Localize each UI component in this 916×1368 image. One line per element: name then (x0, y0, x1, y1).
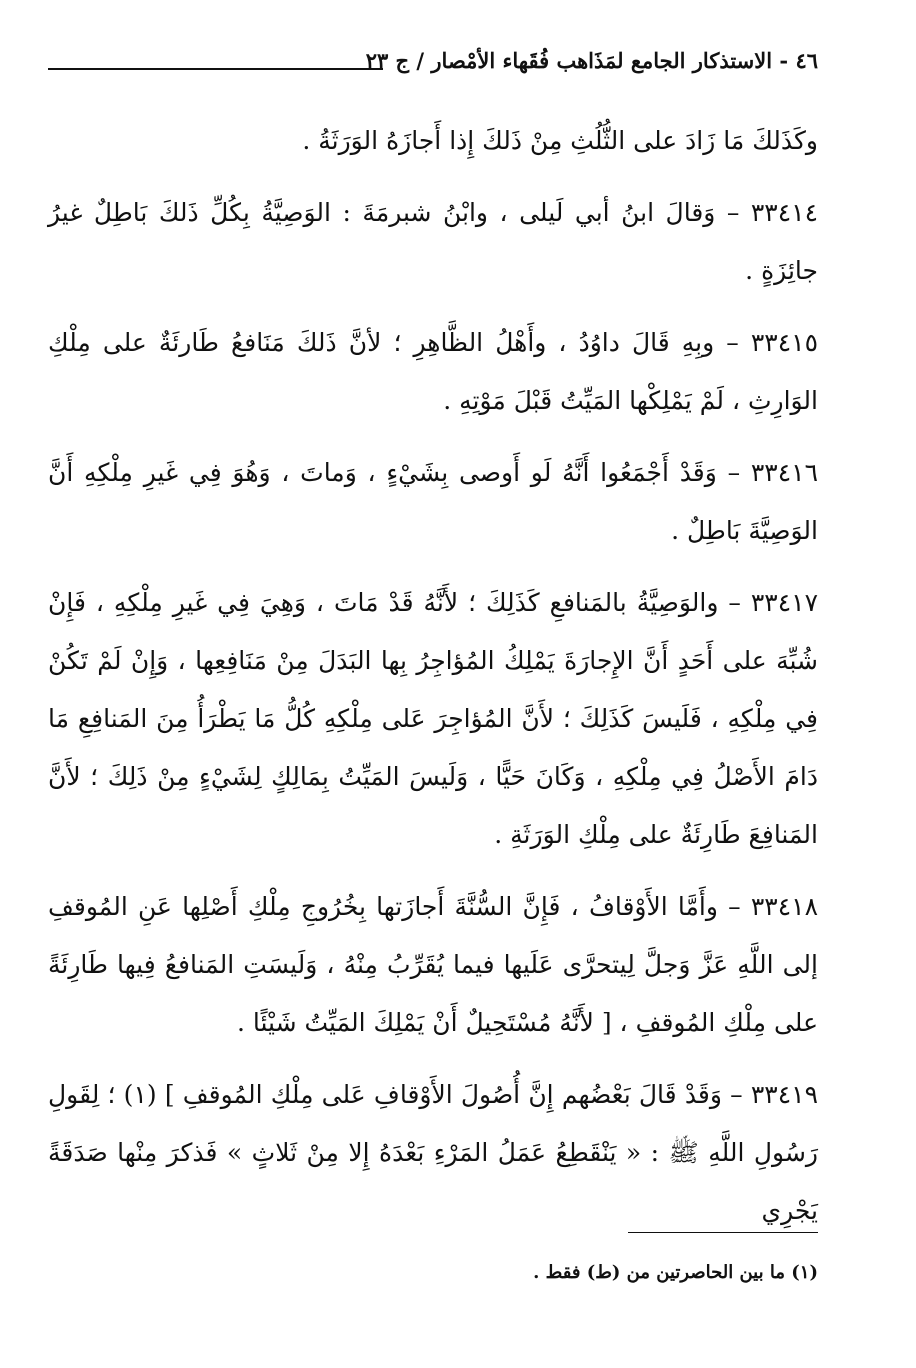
paragraph-33416: ٣٣٤١٦ – وَقَدْ أَجْمَعُوا أَنَّهُ لَو أَوصى بِشَيْءٍ ، وَماتَ ، وَهُوَ فِي غَيرِ مِلْكِهِ أَنَّ الوَصِيَّةَ بَاطِلٌ . (48, 458, 818, 545)
paragraph-33418: ٣٣٤١٨ – وأَمَّا الأَوْقافُ ، فَإِنَّ السُّنَّةَ أَجازَتها بِخُرُوجِ مِلْكِ أَصْلِها عَنِ المُوقفِ إلى اللَّهِ عَزَّ وَجلَّ لِيتحرَّى عَلَيها فيما يُقَرِّبُ مِنْهُ ، وَلَيسَتِ المَنافعُ فِيها طَارِئَةً على مِلْكِ المُوقفِ ، [ لأَنَّهُ مُسْتَحِيلٌ أَنْ يَمْلِكَ المَيِّتُ شَيْئًا . (48, 892, 818, 1037)
paragraph-number: ٣٣٤١٩ (750, 1080, 819, 1109)
paragraph-text: وَقَدْ قَالَ بَعْضُهم إِنَّ أُصُولَ الأَوْقافِ عَلى مِلْكِ المُوقفِ ] (١) ؛ لِقَولِ رَسُولِ اللَّهِ ﷺ : « يَنْقَطِعُ عَمَلُ المَرْءِ بَعْدَهُ إِلا مِنْ ثَلاثٍ » فَذكرَ مِنْها صَدَقَةً يَجْرِي (48, 1080, 818, 1225)
paragraph-33417: ٣٣٤١٧ – والوَصِيَّةُ بالمَنافعِ كَذَلِكَ ؛ لأَنَّهُ قَدْ مَاتَ ، وَهِيَ فِي غَيرِ مِلْكِهِ ، فَإِنْ شُبِّهَ على أَحَدٍ أَنَّ الإِجارَةَ يَمْلِكُ المُؤاجِرُ بِها البَدَلَ مِنْ مَنَافِعِها ، وَإِنْ لَمْ تَكُنْ فِي مِلْكِهِ ، فَلَيسَ كَذَلِكَ ؛ لأَنَّ المُؤاجِرَ عَلى مِلْكِهِ كُلُّ مَا يَطْرَأُ مِنَ المَنافِعِ مَا دَامَ الأَصْلُ فِي مِلْكِهِ ، وَكَانَ حَيًّا ، وَلَيسَ المَيِّتُ بِمَالِكٍ لِشَيْءٍ مِنْ ذَلِكَ ؛ لأَنَّ المَنافِعَ طَارِئَةٌ على مِلْكِ الوَرَثَةِ . (48, 588, 818, 849)
paragraph-text: وَقَدْ أَجْمَعُوا أَنَّهُ لَو أَوصى بِشَيْءٍ ، وَماتَ ، وَهُوَ فِي غَيرِ مِلْكِهِ أَنَّ الوَصِيَّةَ بَاطِلٌ . (48, 458, 818, 545)
paragraph-number: ٣٣٤١٥ (750, 328, 818, 357)
paragraph-text: وَقالَ ابنُ أبي لَيلى ، وابْنُ شبرمَةَ : الوَصِيَّةُ بِكُلِّ ذَلكَ بَاطِلٌ غيرُ جائِزَةٍ . (48, 198, 818, 285)
paragraph-number: ٣٣٤١٧ (750, 588, 818, 617)
paragraph-33414: ٣٣٤١٤ – وَقالَ ابنُ أبي لَيلى ، وابْنُ شبرمَةَ : الوَصِيَّةُ بِكُلِّ ذَلكَ بَاطِلٌ غيرُ جائِزَةٍ . (48, 198, 818, 285)
footnote-rule (628, 1232, 818, 1233)
paragraph-continuation (48, 112, 818, 170)
paragraph-33419: ٣٣٤١٩ – وَقَدْ قَالَ بَعْضُهم إِنَّ أُصُولَ الأَوْقافِ عَلى مِلْكِ المُوقفِ ] (١) ؛ لِقَولِ رَسُولِ اللَّهِ ﷺ : « يَنْقَطِعُ عَمَلُ المَرْءِ بَعْدَهُ إِلا مِنْ ثَلاثٍ » فَذكرَ مِنْها صَدَقَةً يَجْرِي (48, 1080, 819, 1225)
paragraph-number: ٣٣٤١٤ (750, 198, 818, 227)
running-title: ٤٦ - الاستذكار الجامع لمَذَاهب فُقَهاء الأمْصار / ج ٢٣ (365, 48, 818, 73)
paragraph-33415: ٣٣٤١٥ – وبِهِ قَالَ داوُدُ ، وأَهْلُ الظَّاهِرِ ؛ لأنَّ ذَلكَ مَنَافعُ طَارئَةٌ على مِلْكِ الوَارِثِ ، لَمْ يَمْلِكْها المَيِّتُ قَبْلَ مَوْتِهِ . (48, 328, 818, 415)
paragraph-text: وبِهِ قَالَ داوُدُ ، وأَهْلُ الظَّاهِرِ ؛ لأنَّ ذَلكَ مَنَافعُ طَارئَةٌ على مِلْكِ الوَارِثِ ، لَمْ يَمْلِكْها المَيِّتُ قَبْلَ مَوْتِهِ . (48, 328, 818, 415)
paragraph-text: وكَذَلكَ مَا زَادَ على الثُّلُثِ مِنْ ذَلكَ إِذا أَجازَهُ الوَرَثَةُ . (302, 126, 818, 155)
page-header (48, 48, 818, 88)
paragraph-text: وأَمَّا الأَوْقافُ ، فَإِنَّ السُّنَّةَ أَجازَتها بِخُرُوجِ مِلْكِ أَصْلِها عَنِ المُوقفِ إلى اللَّهِ عَزَّ وَجلَّ لِيتحرَّى عَلَيها فيما يُقَرِّبُ مِنْهُ ، وَلَيسَتِ المَنافعُ فِيها طَارِئَةً على مِلْكِ المُوقفِ ، [ لأَنَّهُ مُسْتَحِيلٌ أَنْ يَمْلِكَ المَيِّتُ شَيْئًا . (48, 892, 818, 1037)
paragraph-text: والوَصِيَّةُ بالمَنافعِ كَذَلِكَ ؛ لأَنَّهُ قَدْ مَاتَ ، وَهِيَ فِي غَيرِ مِلْكِهِ ، فَإِنْ شُبِّهَ على أَحَدٍ أَنَّ الإِجارَةَ يَمْلِكُ المُؤاجِرُ بِها البَدَلَ مِنْ مَنَافِعِها ، وَإِنْ لَمْ تَكُنْ فِي مِلْكِهِ ، فَلَيسَ كَذَلِكَ ؛ لأَنَّ المُؤاجِرَ عَلى مِلْكِهِ كُلُّ مَا يَطْرَأُ مِنَ المَنافِعِ مَا دَامَ الأَصْلُ فِي مِلْكِهِ ، وَكَانَ حَيًّا ، وَلَيسَ المَيِّتُ بِمَالِكٍ لِشَيْءٍ مِنْ ذَلِكَ ؛ لأَنَّ المَنافِعَ طَارِئَةٌ على مِلْكِ الوَرَثَةِ . (48, 588, 818, 849)
paragraph-number: ٣٣٤١٨ (750, 892, 818, 921)
footnote: (١) ما بين الحاصرتين من (ط) فقط . (533, 1262, 818, 1283)
main-text (48, 112, 818, 1254)
header-rule (48, 68, 383, 70)
paragraph-number: ٣٣٤١٦ (750, 458, 818, 487)
